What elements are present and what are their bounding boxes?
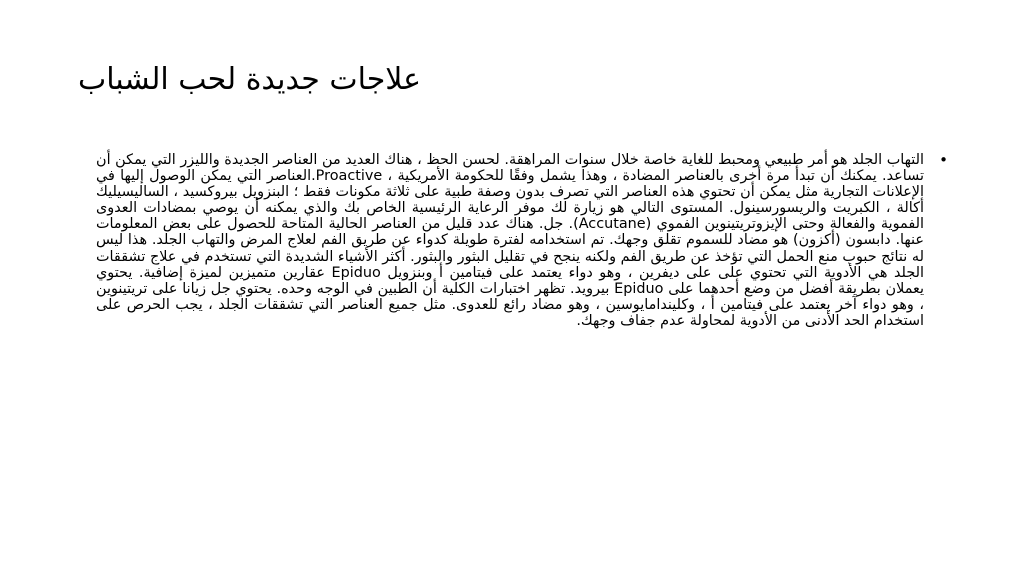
bullet-item: [96, 151, 948, 329]
slide-body: [96, 151, 948, 482]
bullet-point-icon: •: [939, 151, 948, 169]
slide-title: علاجات جديدة لحب الشباب: [78, 62, 422, 97]
bullet-paragraph: التهاب الجلد هو أمر طبيعي ومحبط للغاية خاصة خلال سنوات المراهقة. لحسن الحظ ، هناك العديد من العناصر الجديدة والليزر التي يمكن أن تساعد. يمكنك أن تبدأ مرة أخرى بالعناصر المضادة ، وهذا يشمل وفقًا للحكومة الأمريكية ، Proactive.العناصر التي يمكن الوصول إليها في الإعلانات التجارية مثل يمكن أن تحتوي هذه العناصر التي تصرف بدون وصفة طبية على ثلاثة مكونات فقط ؛ البنزويل بيروكسيد ، الساليسيليك أكالة ، الكبريت والريسورسينول. المستوى التالي هو زيارة لك موفر الرعاية الرئيسية الخاص بك والذي يمكنه أن يوصي بمضادات العدوى الفموية والفعالة وحتى الإيزوتريتينوين الفموي (Accutane). جل. هناك عدد قليل من العناصر الحالية المتاحة للحصول على بعض المعلومات عنها. دابسون (أكزون) هو مضاد للسموم تقلق وجهك. تم استخدامه لفترة طويلة كدواء عن طريق الفم لعلاج المرض والتهاب الجلد. هذا ليس له نتائج حبوب منع الحمل التي تؤخذ عن طريق الفم ولكنه ينجح في تقليل البثور والبثور. أكثر الأشياء الشديدة التي تستخدم في علاج تشققات الجلد هي الأدوية التي تحتوي على على ديفرين ، وهو دواء يعتمد على فيتامين أ وبنزويل Epiduo عقارين متميزين لميزة إضافية. يحتوي يعملان بطريقة أفضل من وضع أحدهما على Epiduo بيرويد. تظهر اختبارات الكلية أن الطبين في الوجه وحده. يحتوي جل زيانا على تريتينوين ، وهو دواء آخر يعتمد على فيتامين أ ، وكليندامايوسين ، وهو مضاد رائع للعدوى. مثل جميع العناصر التي تشققات الجلد ، يجب الحرص على استخدام الحد الأدنى من الأدوية لمحاولة عدم جفاف وجهك.: [96, 152, 924, 329]
